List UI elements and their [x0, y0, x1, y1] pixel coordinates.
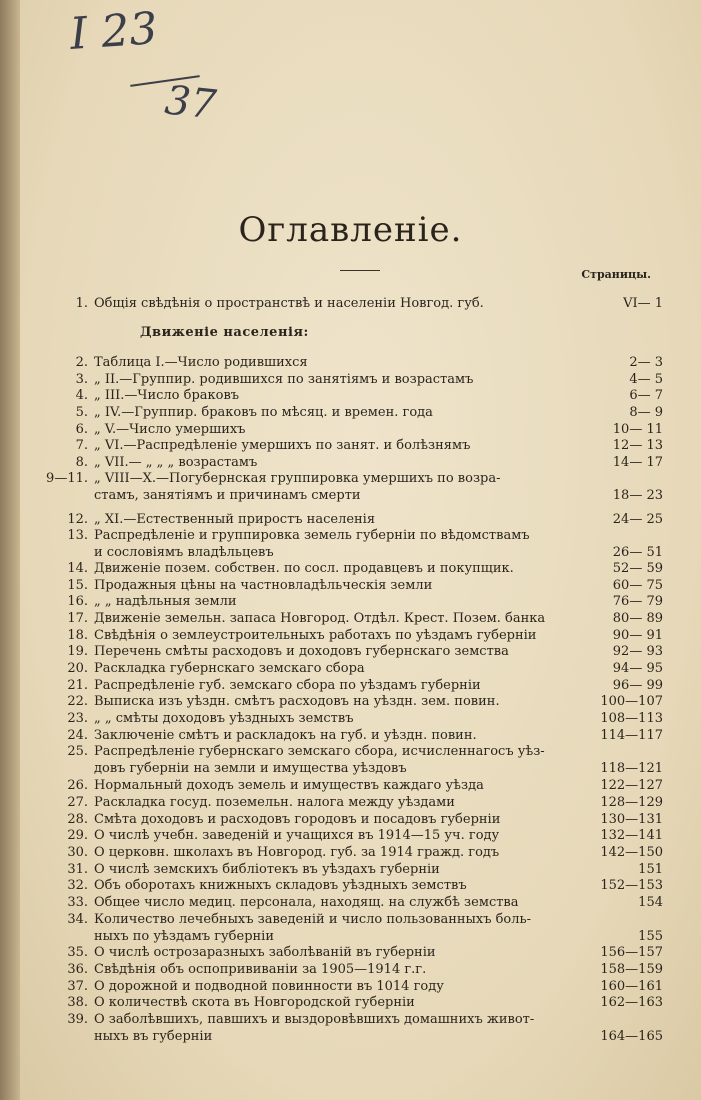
- entry-title-continuation: ныхъ по уѣздамъ губерніи: [94, 929, 275, 944]
- entry-number: 19.: [67, 644, 88, 659]
- entry-pages: 151: [638, 862, 663, 877]
- entry-number: 6.: [75, 422, 88, 437]
- entry-number: 24.: [67, 728, 88, 743]
- entry-title: Нормальный доходъ земель и имуществъ каждаго уѣзда: [94, 778, 484, 793]
- entry-title: О числѣ учебн. заведеній и учащихся въ 1914—15 уч. году: [94, 828, 500, 843]
- entry-number: 28.: [67, 812, 88, 827]
- entry-title-continuation: ныхъ въ губерніи: [94, 1029, 213, 1044]
- entry-number: 22.: [67, 694, 88, 709]
- entry-pages: 114—117: [600, 728, 663, 743]
- entry-title: Распредѣленіе губернскаго земскаго сбора, исчисленнагосъ уѣз-: [94, 744, 545, 759]
- entry-title: Свѣдѣнія объ оспопрививаніи за 1905—1914 г.г.: [94, 962, 427, 977]
- entry-title: О заболѣвшихъ, павшихъ и выздоровѣвшихъ домашнихъ живот-: [94, 1012, 535, 1027]
- section-heading: Движеніе населенія:: [140, 325, 309, 340]
- entry-title: „ II.—Группир. родившихся по занятіямъ и возрастамъ: [94, 372, 474, 387]
- entry-number: 23.: [67, 711, 88, 726]
- entry-number: 31.: [67, 862, 88, 877]
- entry-pages: 162—163: [600, 995, 663, 1010]
- entry-title: Заключеніе смѣтъ и раскладокъ на губ. и уѣздн. повин.: [94, 728, 477, 743]
- entry-title: Общія свѣдѣнія о пространствѣ и населеніи Новгод. губ.: [94, 296, 484, 311]
- pages-column-header: Страницы.: [581, 268, 651, 281]
- entry-title: Выписка изъ уѣздн. смѣтъ расходовъ на уѣздн. зем. повин.: [94, 694, 500, 709]
- entry-pages: 80— 89: [612, 611, 663, 626]
- entry-pages: 24— 25: [612, 512, 663, 527]
- entry-title: Движеніе позем. собствен. по сосл. продавцевъ и покупщик.: [94, 561, 514, 576]
- entry-pages: 18— 23: [612, 488, 663, 503]
- entry-title: „ „ смѣты доходовъ уѣздныхъ земствъ: [94, 711, 354, 726]
- entry-pages: 160—161: [600, 979, 663, 994]
- entry-pages: 108—113: [600, 711, 663, 726]
- entry-title-continuation: довъ губерніи на земли и имущества уѣздовъ: [94, 761, 407, 776]
- entry-pages: 60— 75: [612, 578, 663, 593]
- entry-number: 25.: [67, 744, 88, 759]
- entry-number: 20.: [67, 661, 88, 676]
- entry-title-continuation: стамъ, занятіямъ и причинамъ смерти: [94, 488, 361, 503]
- entry-number: 15.: [67, 578, 88, 593]
- entry-number: 30.: [67, 845, 88, 860]
- entry-pages: VI— 1: [623, 296, 663, 311]
- entry-pages: 156—157: [600, 945, 663, 960]
- entry-number: 1.: [75, 296, 88, 311]
- entry-title: Таблица I.—Число родившихся: [94, 355, 308, 370]
- entry-number: 7.: [75, 438, 88, 453]
- entry-title: О числѣ земскихъ библіотекъ въ уѣздахъ губерніи: [94, 862, 440, 877]
- entry-title: О дорожной и подводной повинности въ 1014 году: [94, 979, 444, 994]
- entry-title: „ VII.— „ „ „ возрастамъ: [94, 455, 258, 470]
- entry-pages: 92— 93: [612, 644, 663, 659]
- entry-pages: 96— 99: [612, 678, 663, 693]
- entry-pages: 52— 59: [612, 561, 663, 576]
- entry-number: 9—11.: [46, 471, 88, 486]
- entry-number: 39.: [67, 1012, 88, 1027]
- entry-number: 13.: [67, 528, 88, 543]
- entry-number: 37.: [67, 979, 88, 994]
- entry-title: „ III.—Число браковъ: [94, 388, 240, 403]
- entry-pages: 4— 5: [629, 372, 663, 387]
- entry-number: 38.: [67, 995, 88, 1010]
- entry-title: „ XI.—Естественный приростъ населенія: [94, 512, 376, 527]
- entry-title: Движеніе земельн. запаса Новгород. Отдѣл. Крест. Позем. банка: [94, 611, 546, 626]
- entry-number: 21.: [67, 678, 88, 693]
- entry-number: 5.: [75, 405, 88, 420]
- entry-title-continuation: и сословіямъ владѣльцевъ: [94, 545, 274, 560]
- entry-title: Продажныя цѣны на частновладѣльческія земли: [94, 578, 433, 593]
- entry-number: 32.: [67, 878, 88, 893]
- entry-number: 8.: [75, 455, 88, 470]
- entry-title: „ VI.—Распредѣленіе умершихъ по занят. и болѣзнямъ: [94, 438, 471, 453]
- entry-title: Смѣта доходовъ и расходовъ городовъ и посадовъ губерніи: [94, 812, 501, 827]
- entry-pages: 154: [638, 895, 663, 910]
- entry-pages: 10— 11: [612, 422, 663, 437]
- entry-pages: 130—131: [600, 812, 663, 827]
- entry-pages: 132—141: [600, 828, 663, 843]
- entry-pages: 158—159: [600, 962, 663, 977]
- entry-title: Объ оборотахъ книжныхъ складовъ уѣздныхъ земствъ: [94, 878, 467, 893]
- handwritten-shelfmark: I 23: [68, 3, 160, 60]
- entry-pages: 152—153: [600, 878, 663, 893]
- entry-pages: 122—127: [600, 778, 663, 793]
- entry-title: Раскладка губернскаго земскаго сбора: [94, 661, 365, 676]
- entry-pages: 94— 95: [612, 661, 663, 676]
- entry-title: „ „ надѣльныя земли: [94, 594, 237, 609]
- book-spine: [0, 0, 20, 1100]
- entry-number: 3.: [75, 372, 88, 387]
- entry-title: Перечень смѣты расходовъ и доходовъ губернскаго земства: [94, 644, 509, 659]
- entry-pages: 164—165: [600, 1029, 663, 1044]
- title-divider: [340, 270, 380, 271]
- entry-pages: 128—129: [600, 795, 663, 810]
- page-title: Оглавленіе.: [238, 210, 463, 250]
- entry-number: 17.: [67, 611, 88, 626]
- entry-pages: 14— 17: [612, 455, 663, 470]
- entry-number: 18.: [67, 628, 88, 643]
- entry-title: О церковн. школахъ въ Новгород. губ. за 1914 гражд. годъ: [94, 845, 500, 860]
- entry-title: Общее число медиц. персонала, находящ. на службѣ земства: [94, 895, 519, 910]
- entry-title: „ IV.—Группир. браковъ по мѣсяц. и времен. года: [94, 405, 433, 420]
- entry-number: 14.: [67, 561, 88, 576]
- entry-number: 29.: [67, 828, 88, 843]
- entry-pages: 76— 79: [612, 594, 663, 609]
- entry-number: 36.: [67, 962, 88, 977]
- entry-pages: 6— 7: [629, 388, 663, 403]
- entry-title: Распредѣленіе и группировка земель губерніи по вѣдомствамъ: [94, 528, 530, 543]
- entry-title: О числѣ острозаразныхъ заболѣваній въ губерніи: [94, 945, 436, 960]
- entry-title: Количество лечебныхъ заведеній и число пользованныхъ боль-: [94, 912, 531, 927]
- handwritten-number: 37: [162, 77, 219, 129]
- entry-number: 33.: [67, 895, 88, 910]
- entry-number: 35.: [67, 945, 88, 960]
- entry-number: 34.: [67, 912, 88, 927]
- entry-title: „ V.—Число умершихъ: [94, 422, 246, 437]
- entry-pages: 90— 91: [612, 628, 663, 643]
- entry-pages: 2— 3: [629, 355, 663, 370]
- entry-pages: 100—107: [600, 694, 663, 709]
- entry-number: 12.: [67, 512, 88, 527]
- entry-title: О количествѣ скота въ Новгородской губерніи: [94, 995, 415, 1010]
- entry-pages: 8— 9: [629, 405, 663, 420]
- entry-pages: 155: [638, 929, 663, 944]
- entry-title: Свѣдѣнія о землеустроительныхъ работахъ по уѣздамъ губерніи: [94, 628, 537, 643]
- entry-pages: 142—150: [600, 845, 663, 860]
- entry-title: „ VIII—X.—Погубернская группировка умершихъ по возра-: [94, 471, 501, 486]
- entry-title: Распредѣленіе губ. земскаго сбора по уѣздамъ губерніи: [94, 678, 481, 693]
- entry-number: 2.: [75, 355, 88, 370]
- entry-title: Раскладка госуд. поземельн. налога между уѣздами: [94, 795, 455, 810]
- entry-pages: 26— 51: [612, 545, 663, 560]
- entry-number: 16.: [67, 594, 88, 609]
- entry-number: 26.: [67, 778, 88, 793]
- entry-number: 27.: [67, 795, 88, 810]
- entry-pages: 12— 13: [612, 438, 663, 453]
- entry-pages: 118—121: [600, 761, 663, 776]
- entry-number: 4.: [75, 388, 88, 403]
